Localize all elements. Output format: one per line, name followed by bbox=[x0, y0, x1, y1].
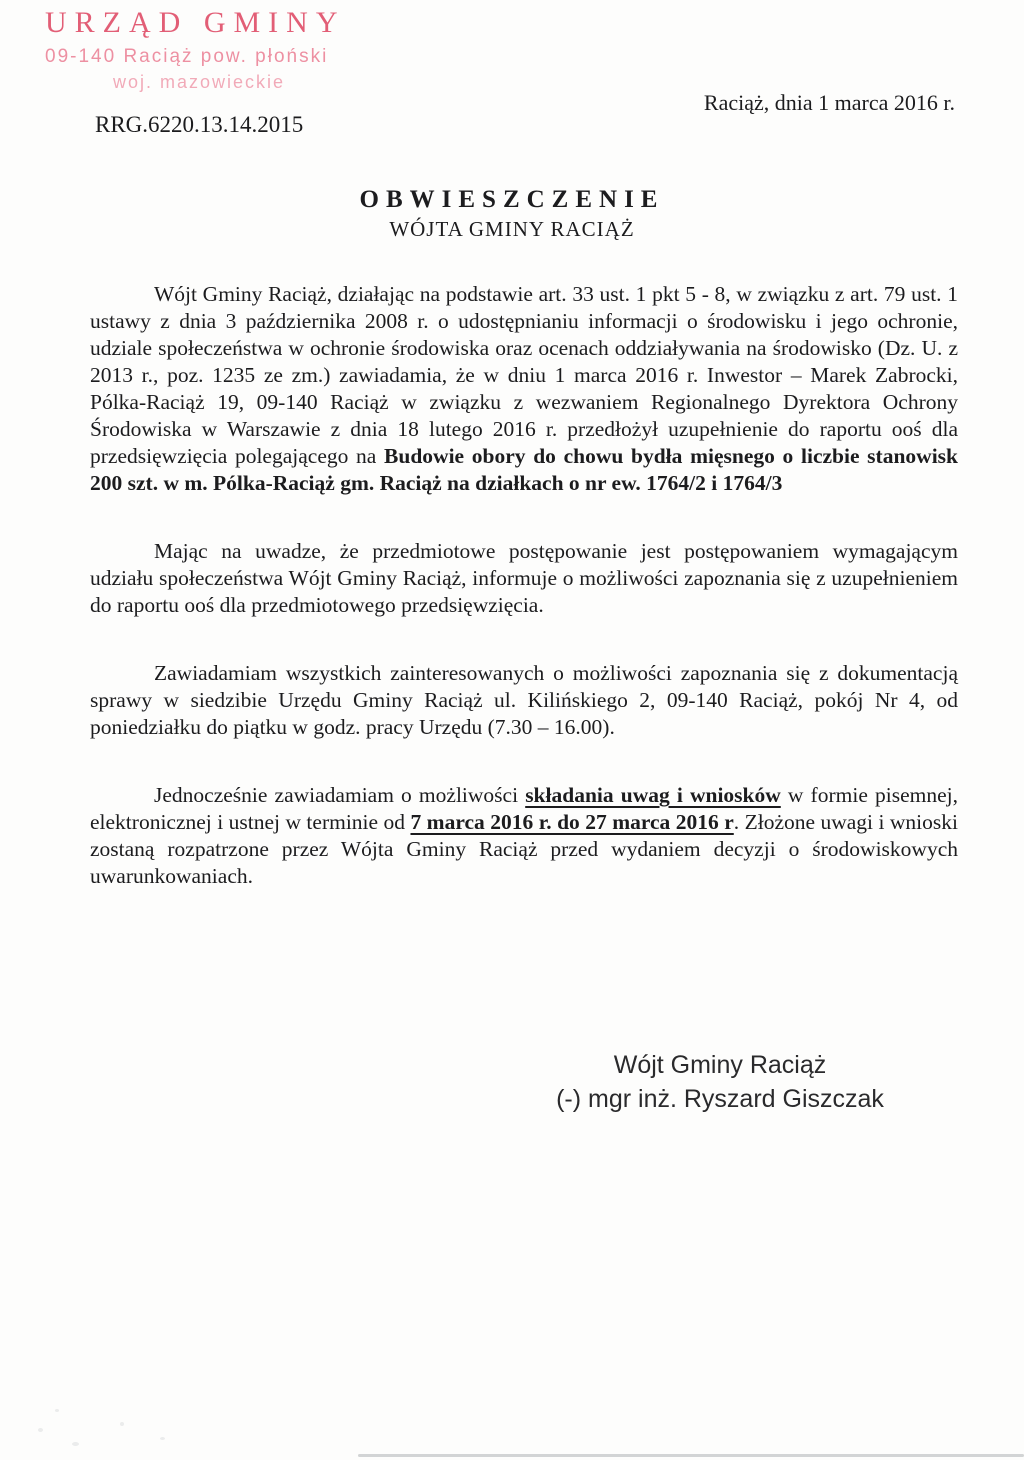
scan-noise-speckle bbox=[38, 1428, 43, 1432]
stamp-voivodeship: woj. mazowieckie bbox=[113, 72, 286, 92]
stamp-address: 09-140 Raciąż pow. płoński bbox=[45, 46, 329, 67]
reference-number: RRG.6220.13.14.2015 bbox=[95, 112, 304, 137]
signature-name: (-) mgr inż. Ryszard Giszczak bbox=[556, 1085, 884, 1113]
paragraph-1-text: Wójt Gminy Raciąż, działając na podstawie art. 33 ust. 1 pkt 5 - 8, w związku z art. 79 ust. 1 ustawy z dnia 3 października 2008 r. o udostępnianiu informacji o środowisku i jego ochronie, udziale społeczeństwa w ochronie środowiska oraz ocenach oddziaływania na środowisko (Dz. U. z 2013 r., poz. 1235 ze zm.) zawiadamia, że w dniu 1 marca 2016 r. Inwestor – Marek Zabrocki, Pólka-Raciąż 19, 09-140 Raciąż w związku z wezwaniem Regionalnego Dyrektora Ochrony Środowiska w Warszawie z dnia 18 lutego 2016 r. przedłożył uzupełnienie do raportu ooś dla przedsięwzięcia polegającego na bbox=[90, 282, 958, 468]
scan-noise-speckle bbox=[160, 1437, 165, 1440]
paragraph-2: Mając na uwadze, że przedmiotowe postępowanie jest postępowaniem wymagającym udziału społeczeństwa Wójt Gminy Raciąż, informuje o możliwości zapoznania się z uzupełnieniem do raportu ooś dla przedmiotowego przedsięwzięcia. bbox=[90, 539, 958, 617]
paragraph-1-bold-project-name: Budowie obory do chowu bydła mięsnego o liczbie stanowisk 200 szt. w m. Pólka-Raciąż gm. Raciąż na działkach o nr ew. 1764/2 i 1764/3 bbox=[90, 444, 958, 495]
paragraph-4-underlined-phrase: składania uwag i wniosków bbox=[525, 783, 781, 807]
paragraph-1 bbox=[90, 281, 958, 497]
title-block bbox=[0, 186, 1024, 242]
document-subtitle: WÓJTA GMINY RACIĄŻ bbox=[389, 217, 635, 241]
office-stamp bbox=[45, 8, 346, 91]
paragraph-4-tail: . Złożone uwagi i wnioski zostaną rozpatrzone przez Wójta Gminy Raciąż przed wydaniem decyzji o środowiskowych uwarunkowaniach. bbox=[90, 810, 958, 888]
scan-noise-speckle bbox=[120, 1422, 124, 1426]
stamp-office-name: URZĄD GMINY bbox=[45, 6, 346, 39]
scan-noise-speckle bbox=[55, 1409, 59, 1412]
paragraph-4 bbox=[90, 782, 958, 890]
paragraph-4-underlined-dates: 7 marca 2016 r. do 27 marca 2016 r bbox=[410, 810, 734, 834]
paragraph-3: Zawiadamiam wszystkich zainteresowanych o możliwości zapoznania się z dokumentacją sprawy w siedzibie Urzędu Gminy Raciąż ul. Kilińskiego 2, 09-140 Raciąż, pokój Nr 4, od poniedziałku do piątku w godz. pracy Urzędu (7.30 – 16.00). bbox=[90, 661, 958, 739]
paragraph-4-mid: w formie pisemnej, elektronicznej i ustnej w terminie od bbox=[90, 783, 958, 834]
place-and-date: Raciąż, dnia 1 marca 2016 r. bbox=[703, 90, 955, 115]
scan-noise-speckle bbox=[72, 1442, 79, 1446]
document-title: OBWIESZCZENIE bbox=[359, 186, 665, 213]
scan-edge-artifact bbox=[358, 1454, 1024, 1457]
signature-title: Wójt Gminy Raciąż bbox=[613, 1051, 827, 1079]
paragraph-4-lead: Jednocześnie zawiadamiam o możliwości bbox=[154, 783, 526, 807]
signature-block bbox=[540, 1048, 900, 1116]
document-body bbox=[90, 281, 958, 931]
